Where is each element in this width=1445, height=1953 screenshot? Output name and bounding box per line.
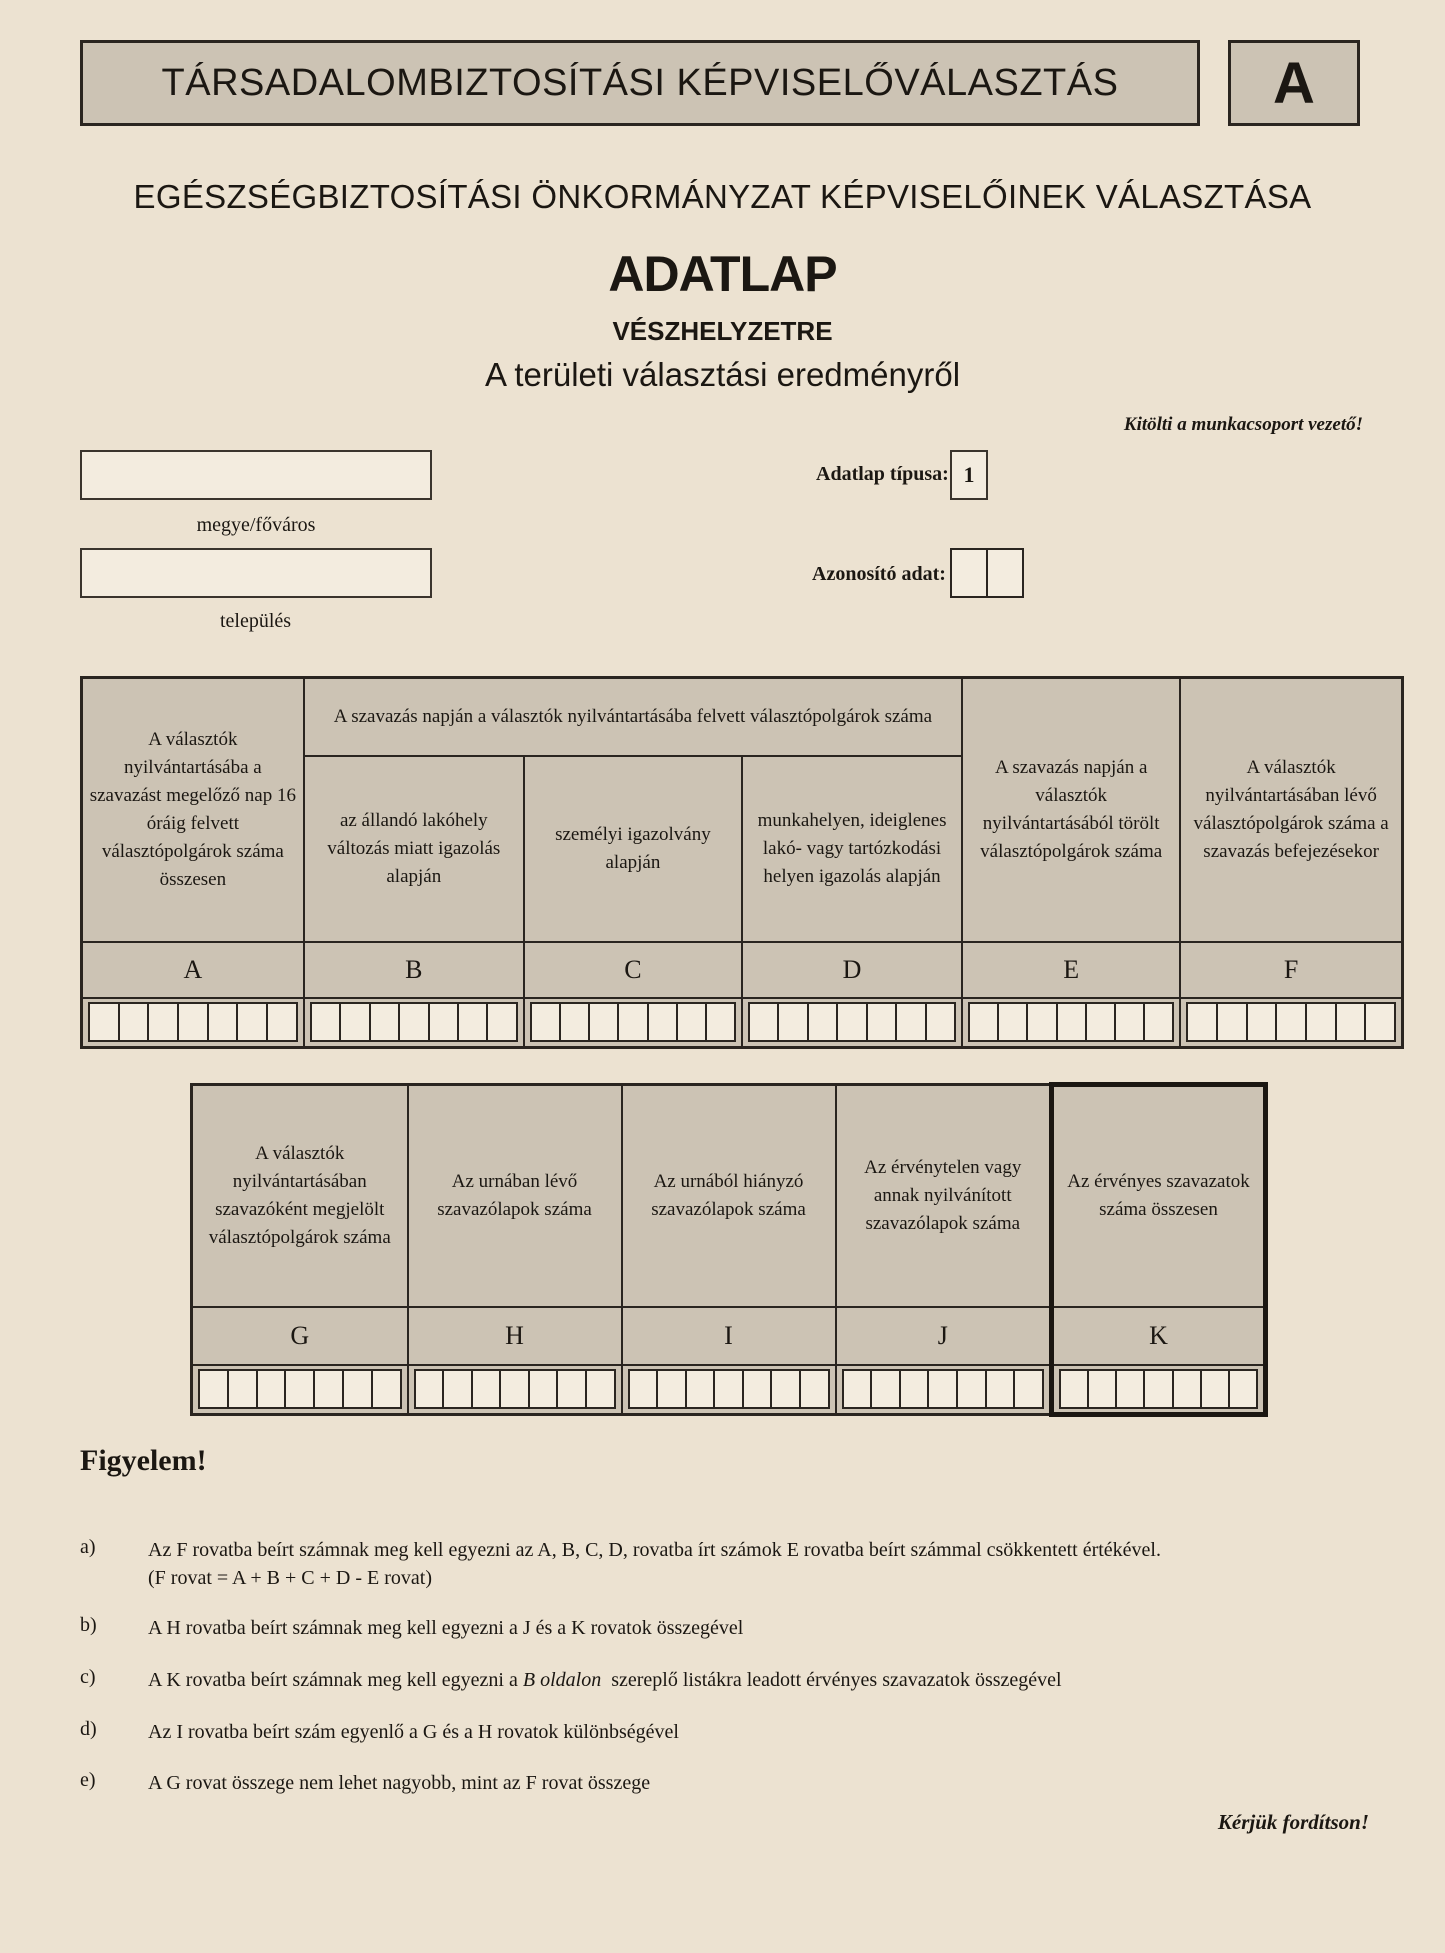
type-value: 1 [963, 462, 975, 487]
col-c-header: személyi igazolvány alapján [524, 756, 742, 942]
settlement-input[interactable] [80, 548, 432, 598]
registered-group-header: A szavazás napján a választók nyilvántartásába felvett választópolgárok száma [304, 678, 962, 756]
rule-d-text: Az I rovatba beírt szám egyenlő a G és a H rovatok különbségével [148, 1721, 679, 1743]
form-letter-box [1228, 40, 1360, 126]
fill-in-note: Kitölti a munkacsoport vezető! [1123, 414, 1363, 435]
col-d-header: munkahelyen, ideiglenes lakó- vagy tartózkodási helyen igazolás alapján [742, 756, 962, 942]
col-d-letter: D [742, 942, 962, 998]
col-g-digits[interactable] [198, 1369, 402, 1409]
col-i-digits[interactable] [628, 1369, 830, 1409]
col-h-letter: H [408, 1307, 622, 1365]
form-letter: A [1273, 50, 1315, 116]
col-f-header: A választók nyilvántartásában lévő választópolgárok száma a szavazás befejezésekor [1180, 678, 1402, 942]
b-side-ref: B oldalon [522, 1669, 602, 1691]
col-e-digits[interactable] [968, 1002, 1174, 1042]
ballot-table [190, 1082, 1268, 1417]
id-digit-2[interactable] [986, 548, 1024, 598]
id-label: Azonosító adat: [812, 563, 946, 585]
id-input[interactable] [950, 548, 1022, 598]
col-f-digits[interactable] [1186, 1002, 1396, 1042]
county-label: megye/főváros [196, 514, 316, 536]
settlement-label: település [220, 610, 292, 632]
id-digit-1[interactable] [950, 548, 988, 598]
voter-register-table [80, 676, 1404, 1049]
col-a-digits[interactable] [88, 1002, 298, 1042]
rule-b-label: b) [80, 1614, 97, 1636]
col-c-letter: C [524, 942, 742, 998]
col-h-header: Az urnában lévő szavazólapok száma [408, 1085, 622, 1307]
col-k-letter: K [1052, 1307, 1266, 1365]
col-g-letter: G [192, 1307, 408, 1365]
rule-d-label: d) [80, 1718, 97, 1740]
col-j-header: Az érvénytelen vagy annak nyilvánított szavazólapok száma [836, 1085, 1052, 1307]
rule-c-text: A K rovatba beírt számnak meg kell egyezni a B oldalon szereplő listákra leadott érvényes szavazatok összegével [148, 1669, 1062, 1691]
rule-a-label: a) [80, 1536, 96, 1558]
col-a-header: A választók nyilvántartásába a szavazást megelőző nap 16 óráig felvett választópolgárok száma összesen [82, 678, 304, 942]
county-input[interactable] [80, 450, 432, 500]
col-e-letter: E [962, 942, 1180, 998]
col-a-letter: A [82, 942, 304, 998]
rule-b-text: A H rovatba beírt számnak meg kell egyezni a J és a K rovatok összegével [148, 1617, 744, 1639]
col-d-digits[interactable] [748, 1002, 956, 1042]
rule-e-label: e) [80, 1769, 96, 1791]
col-j-letter: J [836, 1307, 1052, 1365]
rule-e-text: A G rovat összege nem lehet nagyobb, mint az F rovat összege [148, 1772, 651, 1794]
col-h-digits[interactable] [414, 1369, 616, 1409]
doc-subtitle-emergency: VÉSZHELYZETRE [612, 316, 833, 346]
election-title: TÁRSADALOMBIZTOSÍTÁSI KÉPVISELŐVÁLASZTÁS [161, 61, 1119, 104]
attention-heading: Figyelem! [80, 1444, 207, 1477]
election-title-box [80, 40, 1200, 126]
col-c-digits[interactable] [530, 1002, 736, 1042]
rule-a-formula: (F rovat = A + B + C + D - E rovat) [148, 1567, 432, 1589]
col-i-letter: I [622, 1307, 836, 1365]
col-b-header: az állandó lakóhely változás miatt igazolás alapján [304, 756, 524, 942]
col-b-digits[interactable] [310, 1002, 518, 1042]
rule-a-text: Az F rovatba beírt számnak meg kell egyezni az A, B, C, D, rovatba írt számok E rovatba beírt számmal csökkentett értékével. [148, 1539, 1161, 1561]
form-subtitle: EGÉSZSÉGBIZTOSÍTÁSI ÖNKORMÁNYZAT KÉPVISELŐINEK VÁLASZTÁSA [133, 178, 1312, 215]
col-e-header: A szavazás napján a választók nyilvántartásából törölt választópolgárok száma [962, 678, 1180, 942]
rule-c-label: c) [80, 1666, 96, 1688]
col-j-digits[interactable] [842, 1369, 1045, 1409]
type-value-box[interactable] [950, 450, 988, 500]
type-label: Adatlap típusa: [816, 463, 949, 485]
col-b-letter: B [304, 942, 524, 998]
col-i-header: Az urnából hiányzó szavazólapok száma [622, 1085, 836, 1307]
doc-subtitle-result: A területi választási eredményről [484, 356, 961, 393]
please-turn-note: Kérjük fordítson! [1217, 1810, 1369, 1834]
col-k-header: Az érvényes szavazatok száma összesen [1052, 1085, 1266, 1307]
col-g-header: A választók nyilvántartásában szavazóként megjelölt választópolgárok száma [192, 1085, 408, 1307]
col-k-digits[interactable] [1059, 1369, 1258, 1409]
col-f-letter: F [1180, 942, 1402, 998]
doc-title: ADATLAP [608, 246, 837, 302]
